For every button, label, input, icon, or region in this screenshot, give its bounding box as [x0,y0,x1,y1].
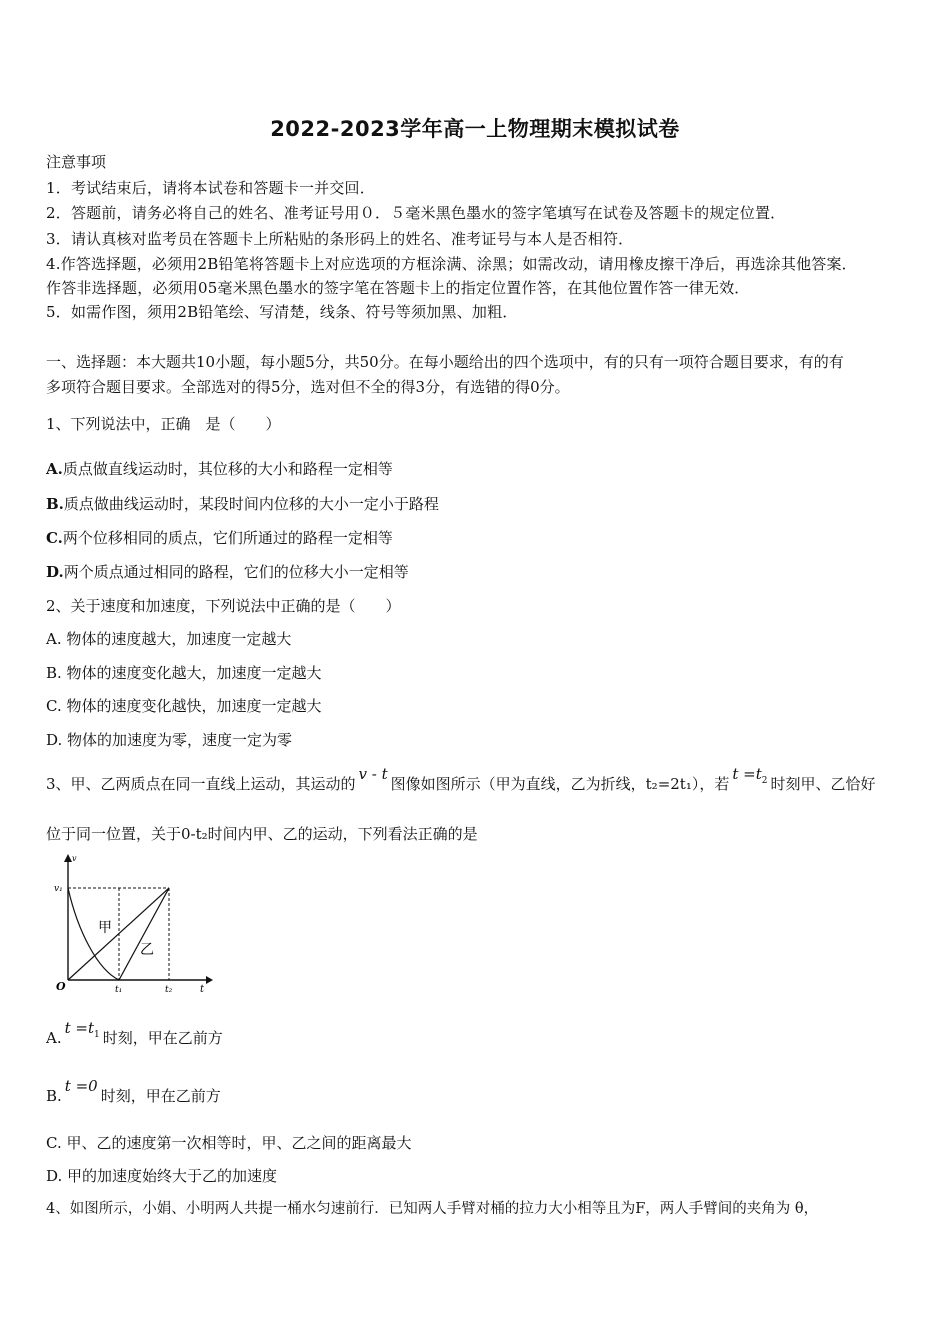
q1-stem: 1、下列说法中，正确 是（ ） [46,415,281,433]
t-axis-arrow-icon [206,976,213,984]
q1-option-a [46,459,393,479]
notice-item: 5．如需作图，须用2B铅笔绘、写清楚，线条、符号等须加黑、加粗． [46,303,518,321]
q3-stem-part: 时刻甲、乙恰好 [770,775,876,793]
option-letter: A. [46,460,63,478]
q1-option-c [46,528,393,548]
q2-option-c: C. 物体的速度变化越快，加速度一定越大 [46,697,322,715]
notice-item: 1．考试结束后，请将本试卷和答题卡一并交回． [46,179,375,197]
notice-item: 4.作答选择题，必须用2B铅笔将答题卡上对应选项的方框涂满、涂黑；如需改动，请用橡皮擦干净后，再选涂其他答案． [46,255,857,273]
t-equals-0-formula: t =0 [64,1077,98,1095]
option-letter: B. [46,1087,62,1105]
t-axis-label: t [200,984,205,994]
option-text: 时刻，甲在乙前方 [102,1029,223,1047]
q1-option-d [46,562,409,582]
formula-sub: 1 [94,1030,100,1040]
q3-stem-part: 图像如图所示（甲为直线，乙为折线，t₂=2t₁），若 [390,775,730,793]
q1-option-b [46,494,439,514]
q2-option-d: D. 物体的加速度为零，速度一定为零 [46,731,293,749]
option-letter: C. [46,529,63,547]
formula-sub: 2 [761,776,768,786]
q3-option-a [46,1019,223,1055]
option-text: 两个质点通过相同的路程，它们的位移大小一定相等 [63,563,409,581]
t2-label: t₂ [165,985,173,994]
page-title: 2022-2023学年高一上物理期末模拟试卷 [270,117,680,141]
q2-stem: 2、关于速度和加速度，下列说法中正确的是（ ） [46,597,401,615]
origin-label: O [56,980,66,993]
formula-main: t =t [732,765,762,783]
t-equals-t2-formula [732,765,768,786]
vt-formula: v - t [358,765,388,783]
option-text: 两个位移相同的质点，它们所通过的路程一定相等 [62,529,393,547]
option-text: 质点做曲线运动时，某段时间内位移的大小一定小于路程 [63,495,439,513]
q3-stem-part: 3、甲、乙两质点在同一直线上运动，其运动的 [46,775,356,793]
vt-graph [48,852,213,994]
option-letter: D. [46,563,64,581]
formula-main: t =t [64,1019,95,1037]
notice-item: 作答非选择题，必须用05毫米黑色墨水的签字笔在答题卡上的指定位置作答，在其他位置作答一律无效． [46,279,750,297]
yi-label: 乙 [140,942,154,958]
q3-stem-line1 [46,765,876,801]
q4-stem: 4、如图所示，小娟、小明两人共提一桶水匀速前行．已知两人手臂对桶的拉力大小相等且为F，两人手臂间的夹角为 θ， [46,1201,819,1217]
t-equals-t1-formula [64,1019,100,1040]
v-axis-label: v [72,854,77,863]
q2-option-b: B. 物体的速度变化越大，加速度一定越大 [46,664,322,682]
v-axis-arrow-icon [64,854,72,862]
v1-label: v₁ [54,884,63,894]
q3-stem-line2: 位于同一位置，关于0-t₂时间内甲、乙的运动，下列看法正确的是 [46,825,478,843]
option-letter: A. [46,1029,62,1047]
yi-line-segment [119,888,169,980]
section-intro-line1: 一、选择题：本大题共10小题，每小题5分，共50分。在每小题给出的四个选项中，有的只有一项符合题目要求，有的有 [46,353,844,371]
section-intro-line2: 多项符合题目要求。全部选对的得5分，选对但不全的得3分，有选错的得0分。 [46,378,570,396]
t1-label: t₁ [115,985,123,994]
option-text: 质点做直线运动时，其位移的大小和路程一定相等 [62,460,393,478]
option-text: 时刻，甲在乙前方 [100,1087,221,1105]
option-letter: B. [46,495,64,513]
q3-option-d: D. 甲的加速度始终大于乙的加速度 [46,1167,278,1185]
notice-heading: 注意事项 [46,153,107,171]
notice-item: 3．请认真核对监考员在答题卡上所粘贴的条形码上的姓名、准考证号与本人是否相符． [46,230,634,248]
q3-option-c: C. 甲、乙的速度第一次相等时，甲、乙之间的距离最大 [46,1134,412,1152]
jia-label: 甲 [98,920,112,936]
q3-option-b [46,1077,221,1106]
notice-item: 2．答题前，请务必将自己的姓名、准考证号用０．５毫米黑色墨水的签字笔填写在试卷及答题卡的规定位置． [46,204,786,222]
q2-option-a: A. 物体的速度越大，加速度一定越大 [46,630,292,648]
